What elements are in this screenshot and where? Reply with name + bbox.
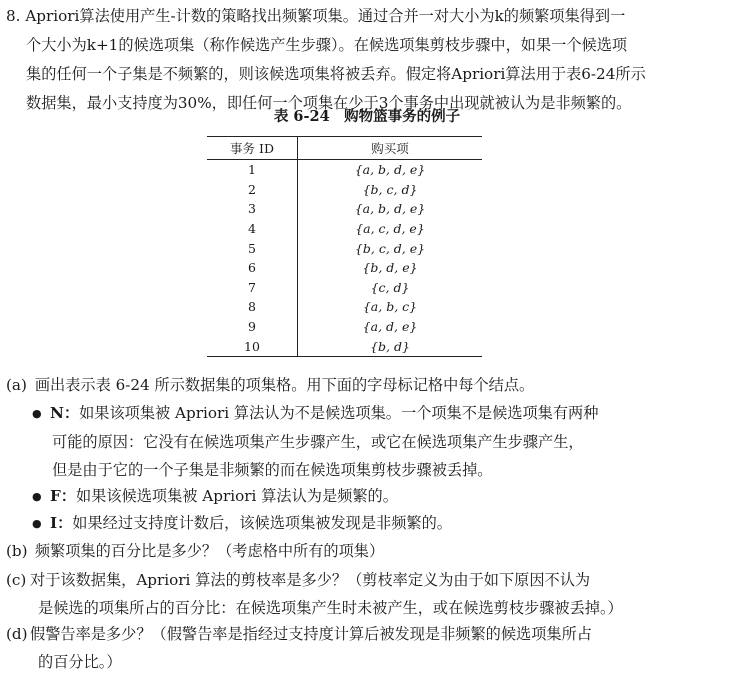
table-caption: 表 6-24 购物篮事务的例子: [273, 108, 461, 125]
items-cell: {a, b, d, e}: [354, 201, 426, 217]
bullet-f-line-1: 如果该候选项集被 Apriori 算法认为是频繁的。: [75, 487, 398, 505]
question-a-label: (a): [6, 376, 27, 394]
bullet-n-key: N：: [50, 404, 80, 422]
intro-text-1: Apriori算法使用产生-计数的策略找出频繁项集。通过合并一对大小为k的频繁项集得到一: [25, 7, 626, 25]
bullet-f: [32, 482, 398, 511]
table-row: [207, 238, 482, 258]
table-row: [207, 278, 482, 298]
items-cell: {b, c, d, e}: [354, 240, 426, 256]
question-a-text: 画出表示表 6-24 所示数据集的项集格。用下面的字母标记格中每个结点。: [34, 376, 535, 394]
bullet-n-line-3: 但是由于它的一个子集是非频繁的而在候选项集剪枝步骤被丢掉。: [52, 461, 493, 479]
question-d: [6, 620, 592, 676]
items-cell: {a, b, c}: [362, 299, 418, 315]
question-b: [6, 537, 384, 565]
tid-cell: 6: [207, 258, 298, 278]
col-header-tid: 事务 ID: [207, 137, 298, 160]
tid-cell: 10: [207, 336, 298, 356]
table-row: [207, 297, 482, 317]
tid-cell: 3: [207, 199, 298, 219]
question-a: [6, 371, 534, 399]
items-cell: {a, d, e}: [362, 319, 418, 335]
items-cell: {b, d, e}: [362, 260, 418, 276]
question-b-label: (b): [6, 542, 28, 560]
tid-cell: 1: [207, 160, 298, 180]
tid-cell: 8: [207, 297, 298, 317]
table-row: [207, 219, 482, 239]
exercise-intro: [6, 2, 730, 118]
bullet-dot-icon: ●: [32, 490, 42, 503]
tid-cell: 7: [207, 278, 298, 298]
items-cell: {a, b, d, e}: [354, 162, 426, 178]
table-row: [207, 317, 482, 337]
intro-line-4: 数据集，最小支持度为30%，即任何一个项集在少于3个事务中出现就被认为是非频繁的。: [26, 94, 632, 112]
items-cell: {c, d}: [370, 279, 410, 295]
table-row: [207, 199, 482, 219]
transactions-table: [207, 136, 482, 357]
question-d-label: (d): [6, 625, 28, 643]
bullet-n-line-1: 如果该项集被 Apriori 算法认为不是候选项集。一个项集不是候选项集有两种: [79, 404, 599, 422]
bullet-i: [32, 509, 452, 538]
items-cell: {b, d}: [298, 336, 483, 356]
table-row: [207, 336, 482, 356]
tid-cell: 5: [207, 238, 298, 258]
question-c-label: (c): [6, 571, 27, 589]
table-header-row: [207, 137, 482, 160]
exercise-number: 8.: [6, 7, 21, 25]
items-cell: {b, c, d}: [362, 181, 418, 197]
table-row: [207, 258, 482, 278]
tid-cell: 2: [207, 180, 298, 200]
intro-line-3: 集的任何一个子集是不频繁的，则该候选项集将被丢弃。假定将Apriori算法用于表6-24所示: [26, 65, 646, 83]
bullet-f-key: F：: [50, 487, 76, 505]
question-c-line-1: 对于该数据集，Apriori 算法的剪枝率是多少？（剪枝率定义为由于如下原因不认为: [30, 571, 591, 589]
question-d-line-1: 假警告率是多少？（假警告率是指经过支持度计算后被发现是非频繁的候选项集所占: [30, 625, 592, 643]
question-b-line-1: 频繁项集的百分比是多少？（考虑格中所有的项集）: [34, 542, 385, 560]
bullet-dot-icon: ●: [32, 407, 42, 420]
tid-cell: 9: [207, 317, 298, 337]
bullet-n-line-2: 可能的原因：它没有在候选项集产生步骤产生，或它在候选项集产生步骤产生，: [52, 433, 584, 451]
bullet-n: [32, 399, 598, 484]
intro-line-2: 个大小为k+1的候选项集（称作候选产生步骤）。在候选项集剪枝步骤中，如果一个候选项: [26, 36, 628, 54]
table-row: [207, 180, 482, 200]
bullet-i-line-1: 如果经过支持度计数后，该候选项集被发现是非频繁的。: [72, 514, 452, 532]
tid-cell: 4: [207, 219, 298, 239]
bullet-i-key: I：: [50, 514, 73, 532]
items-cell: {a, c, d, e}: [355, 221, 425, 237]
question-d-line-2: 的百分比。）: [38, 653, 122, 671]
question-c: [6, 566, 623, 622]
question-c-line-2: 是候选的项集所占的百分比：在候选项集产生时未被产生，或在候选剪枝步骤被丢掉。）: [38, 599, 623, 617]
bullet-dot-icon: ●: [32, 517, 42, 530]
intro-line-1: [6, 2, 730, 31]
col-header-items: 购买项: [298, 137, 483, 160]
table-row: [207, 160, 482, 180]
